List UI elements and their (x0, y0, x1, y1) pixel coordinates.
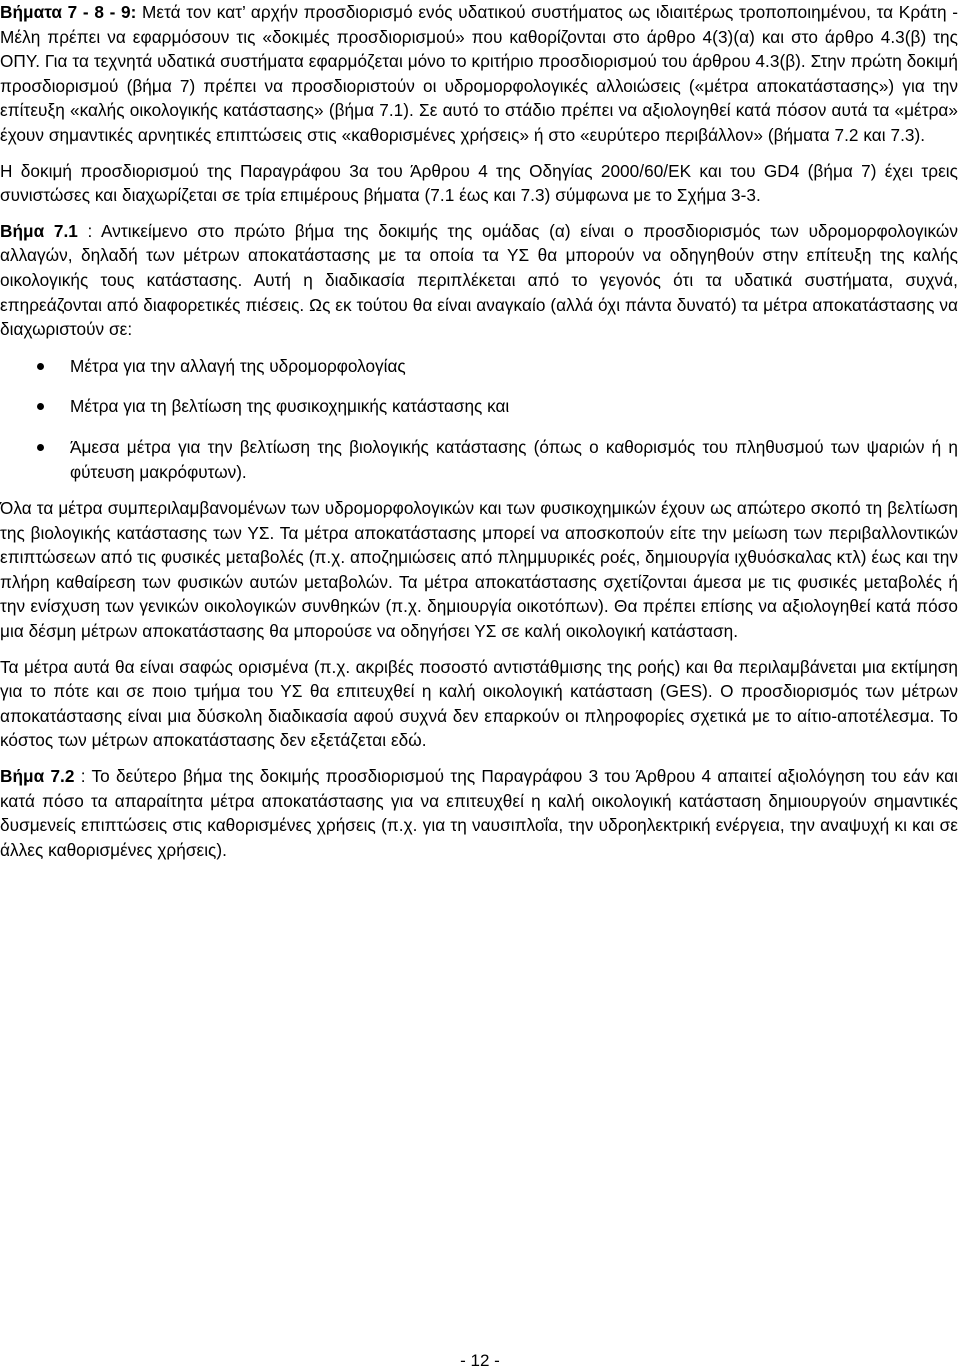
measures-list (0, 354, 958, 484)
paragraph-text: Μετά τον κατ’ αρχήν προσδιορισμό ενός υδατικού συστήματος ως ιδιαιτέρως τροποποιημένου, τα Κράτη - Μέλη πρέπει να εφαρμόσουν τις «δοκιμές προσδιορισμού» που καθορίζονται στο άρθρο 4(3)(α) και στο άρθρο 4.3(β) της ΟΠΥ. Για τα τεχνητά υδατικά συστήματα εφαρμόζεται μόνο το κριτήριο προσδιορισμού του άρθρου 4.3(β). Στην πρώτη δοκιμή προσδιορισμού (βήμα 7) πρέπει να προσδιοριστούν οι υδρομορφολογικές αλλοιώσεις («μέτρα αποκατάστασης») για την επίτευξη «καλής οικολογικής κατάστασης» (βήμα 7.1). Σε αυτό το στάδιο πρέπει να αξιολογηθεί κατά πόσον αυτά τα «μέτρα» έχουν σημαντικές αρνητικές επιπτώσεις στις «καθορισμένες χρήσεις» ή στο «ευρύτερο περιβάλλον» (βήματα 7.2 και 7.3). (0, 2, 958, 145)
list-item-text: Άμεσα μέτρα για την βελτίωση της βιολογικής κατάστασης (όπως ο καθορισμός του πληθυσμού των ψαριών ή η φύτευση μακρόφυτων). (70, 436, 958, 482)
paragraph-text: : Το δεύτερο βήμα της δοκιμής προσδιορισμού της Παραγράφου 3 του Άρθρου 4 απαιτεί αξιολόγηση του εάν και κατά πόσο τα απαραίτητα μέτρα αποκατάστασης για να επιτευχθεί η καλή οικολογική κατάσταση δημιουργούν σημαντικές δυσμενείς επιπτώσεις στις καθορισμένες χρήσεις (π.χ. για τη ναυσιπλοΐα, την υδροηλεκτρική ενέργεια, την αναψυχή κι και σε άλλες καθορισμένες χρήσεις). (0, 766, 958, 860)
list-item-text: Μέτρα για την αλλαγή της υδρομορφολογίας (70, 355, 406, 376)
list-item (0, 354, 958, 379)
paragraph-step-7-2 (0, 764, 958, 862)
list-item (0, 394, 958, 419)
paragraph-step-7-1 (0, 219, 958, 342)
paragraph-measures-defined: Τα μέτρα αυτά θα είναι σαφώς ορισμένα (π.χ. ακριβές ποσοστό αντιστάθμισης της ροής) και θα περιλαμβάνεται μια εκτίμηση για το πότε και σε ποιο τμήμα του ΥΣ θα επιτευχθεί η καλή οικολογική κατάσταση (GES). Ο προσδιορισμός των μέτρων αποκατάστασης είναι μια δύσκολη διαδικασία αφού συχνά δεν επαρκούν οι πληροφορίες σχετικά με το αίτιο-αποτέλεσμα. Το κόστος των μέτρων αποκατάστασης δεν εξετάζεται εδώ. (0, 656, 958, 751)
paragraph-lead: Βήμα 7.2 (0, 766, 75, 787)
paragraph-lead: Βήμα 7.1 (0, 220, 78, 241)
paragraph-text: : Αντικείμενο στο πρώτο βήμα της δοκιμής της ομάδας (α) είναι ο προσδιορισμός των υδρομορφολογικών αλλαγών, δηλαδή των μέτρων αποκατάστασης με τα οποία τα ΥΣ θα μπορούν να οδηγηθούν στην επίτευξη της καλής οικολογικής τους κατάστασης. Αυτή η διαδικασία περιπλέκεται από το γεγονός ότι τα υδατικά συστήματα, συχνά, επηρεάζονται από διαφορετικές πιέσεις. Ως εκ τούτου θα είναι αναγκαίο (αλλά όχι πάντα δυνατό) τα μέτρα αποκατάστασης να διαχωριστούν σε: (0, 220, 959, 340)
paragraph-all-measures: Όλα τα μέτρα συμπεριλαμβανομένων των υδρομορφολογικών και των φυσικοχημικών έχουν ως απώτερο σκοπό τη βελτίωση της βιολογικής κατάστασης των ΥΣ. Τα μέτρα αποκατάστασης μπορεί να αποσκοπούν είτε την μείωση των περιβαλλοντικών επιπτώσεων από τις φυσικές μεταβολές (π.χ. αποζημιώσεις από πλημμυρικές ροές, δημιουργία ιχθυόσκαλας κτλ) έως και την πλήρη καθαίρεση των φυσικών αυτών μεταβολών. Τα μέτρα αποκατάστασης σχετίζονται άμεσα με τις φυσικές μεταβολές ή την ενίσχυση των γενικών οικολογικών συνθηκών (π.χ. δημιουργία οικοτόπων). Θα πρέπει επίσης να αξιολογηθεί κατά πόσο μια δέσμη μέτρων αποκατάστασης θα μπορούσε να οδηγήσει ΥΣ σε καλή οικολογική κατάσταση. (0, 498, 958, 642)
list-item (0, 435, 958, 484)
bullet-icon (37, 403, 44, 410)
paragraph-lead: Βήματα 7 - 8 - 9: (0, 2, 137, 22)
paragraph-designation-test: Η δοκιμή προσδιορισμού της Παραγράφου 3α του Άρθρου 4 της Οδηγίας 2000/60/ΕΚ και του GD4 (βήμα 7) έχει τρεις συνιστώσες και διαχωρίζεται σε τρία επιμέρους βήματα (7.1 έως και 7.3) σύμφωνα με το Σχήμα 3-3. (0, 160, 958, 206)
bullet-icon (37, 363, 44, 370)
bullet-icon (37, 444, 44, 451)
list-item-text: Μέτρα για τη βελτίωση της φυσικοχημικής κατάστασης και (70, 396, 510, 417)
paragraph-steps-7-8-9 (0, 0, 958, 148)
page-number: - 12 - (460, 1351, 500, 1370)
